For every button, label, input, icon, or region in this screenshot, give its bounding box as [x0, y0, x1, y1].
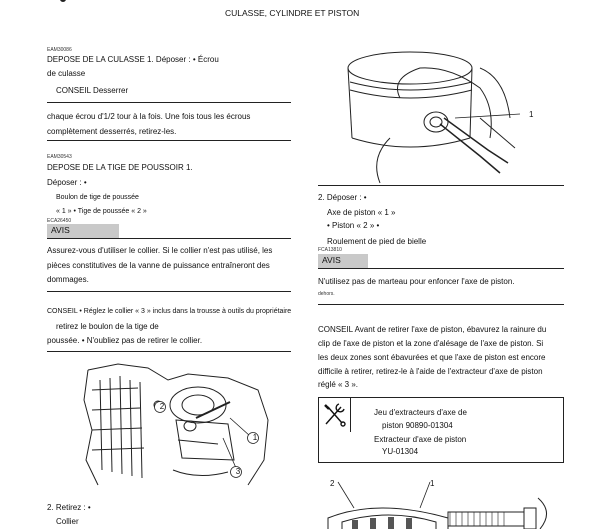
conseil-text: CONSEIL • Réglez le collier « 3 » inclus dans la trousse à outils du propriétaire: [47, 308, 292, 315]
section-code: ECA26450: [47, 218, 72, 224]
warning-text: pièces constitutives de la vanne de puissance entraîneront des: [47, 261, 270, 270]
callout-2: 2: [159, 402, 165, 411]
conseil-text: retirez le boulon de la tige de: [56, 322, 159, 331]
callout-1: 1: [529, 110, 534, 119]
page-marker-dot: [60, 0, 66, 2]
section-code: EAM30543: [47, 154, 72, 160]
list-item: Roulement de pied de bielle: [327, 237, 427, 246]
warning-text: N'utilisez pas de marteau pour enfoncer l'axe de piston.: [318, 277, 515, 286]
conseil-text: poussée. • N'oubliez pas de retirer le collier.: [47, 336, 203, 345]
engine-push-rod-illustration: [78, 360, 278, 490]
conseil-text: CONSEIL Desserrer: [56, 86, 129, 95]
tool-name: Extracteur d'axe de piston: [374, 435, 467, 444]
callout-1: 1: [430, 479, 435, 488]
conseil-text: CONSEIL Avant de retirer l'axe de piston, ébavurez la rainure du: [318, 325, 547, 334]
avis-badge: AVIS: [318, 254, 368, 268]
tool-part-number: piston 90890-01304: [382, 421, 453, 430]
body-text: chaque écrou d'1/2 tour à la fois. Une fois tous les écrous: [47, 112, 251, 121]
divider: [47, 238, 291, 239]
tool-name: Jeu d'extracteurs d'axe de: [374, 408, 467, 417]
list-label: 2. Déposer : •: [318, 193, 367, 202]
list-item: • Piston « 2 » •: [327, 221, 380, 230]
section-heading: DEPOSE DE LA TIGE DE POUSSOIR 1.: [47, 163, 193, 172]
body-text: complètement desserrés, retirez-les.: [47, 127, 177, 136]
tool-part-number: YU-01304: [382, 447, 419, 456]
divider: [47, 102, 291, 103]
list-item: Axe de piston « 1 »: [327, 208, 396, 217]
warning-text: dommages.: [47, 275, 89, 284]
section-heading: DEPOSE DE LA CULASSE 1. Déposer : • Écrou: [47, 55, 219, 64]
divider: [318, 268, 564, 269]
divider: [318, 304, 564, 305]
callout-3: 3: [235, 467, 241, 476]
divider: [47, 291, 291, 292]
wrench-screwdriver-icon: [319, 398, 351, 432]
divider: [47, 140, 291, 141]
list-label: 2. Retirez : •: [47, 503, 91, 512]
conseil-text: les deux zones sont ébavurées et que l'axe de piston est encore: [318, 353, 546, 362]
warning-text: Assurez-vous d'utiliser le collier. Si le collier n'est pas utilisé, les: [47, 246, 273, 255]
divider: [47, 351, 291, 352]
list-item: Collier: [56, 517, 79, 526]
list-item: Boulon de tige de poussée: [56, 194, 139, 201]
conseil-text: réglé « 3 ».: [318, 380, 359, 389]
warning-text-cont: dehors.: [318, 291, 335, 297]
section-heading-cont: de culasse: [47, 69, 86, 78]
conseil-text: difficile à retirer, retirez-le à l'aide de l'extracteur d'axe de piston: [318, 367, 543, 376]
section-code: FCA13810: [318, 247, 342, 253]
list-label: Déposer : •: [47, 178, 87, 187]
list-item: « 1 » • Tige de poussée « 2 »: [56, 208, 147, 215]
callout-2: 2: [330, 479, 335, 488]
piston-pin-removal-illustration: [330, 38, 530, 188]
callout-1: 1: [252, 433, 258, 442]
pin-puller-illustration: [318, 478, 558, 529]
divider: [318, 185, 564, 186]
page-title: CULASSE, CYLINDRE ET PISTON: [225, 8, 360, 18]
conseil-text: clip de l'axe de piston et la zone d'alésage de l'axe de piston. Si: [318, 339, 544, 348]
section-code: EAM30086: [47, 47, 72, 53]
avis-badge: AVIS: [47, 224, 119, 238]
